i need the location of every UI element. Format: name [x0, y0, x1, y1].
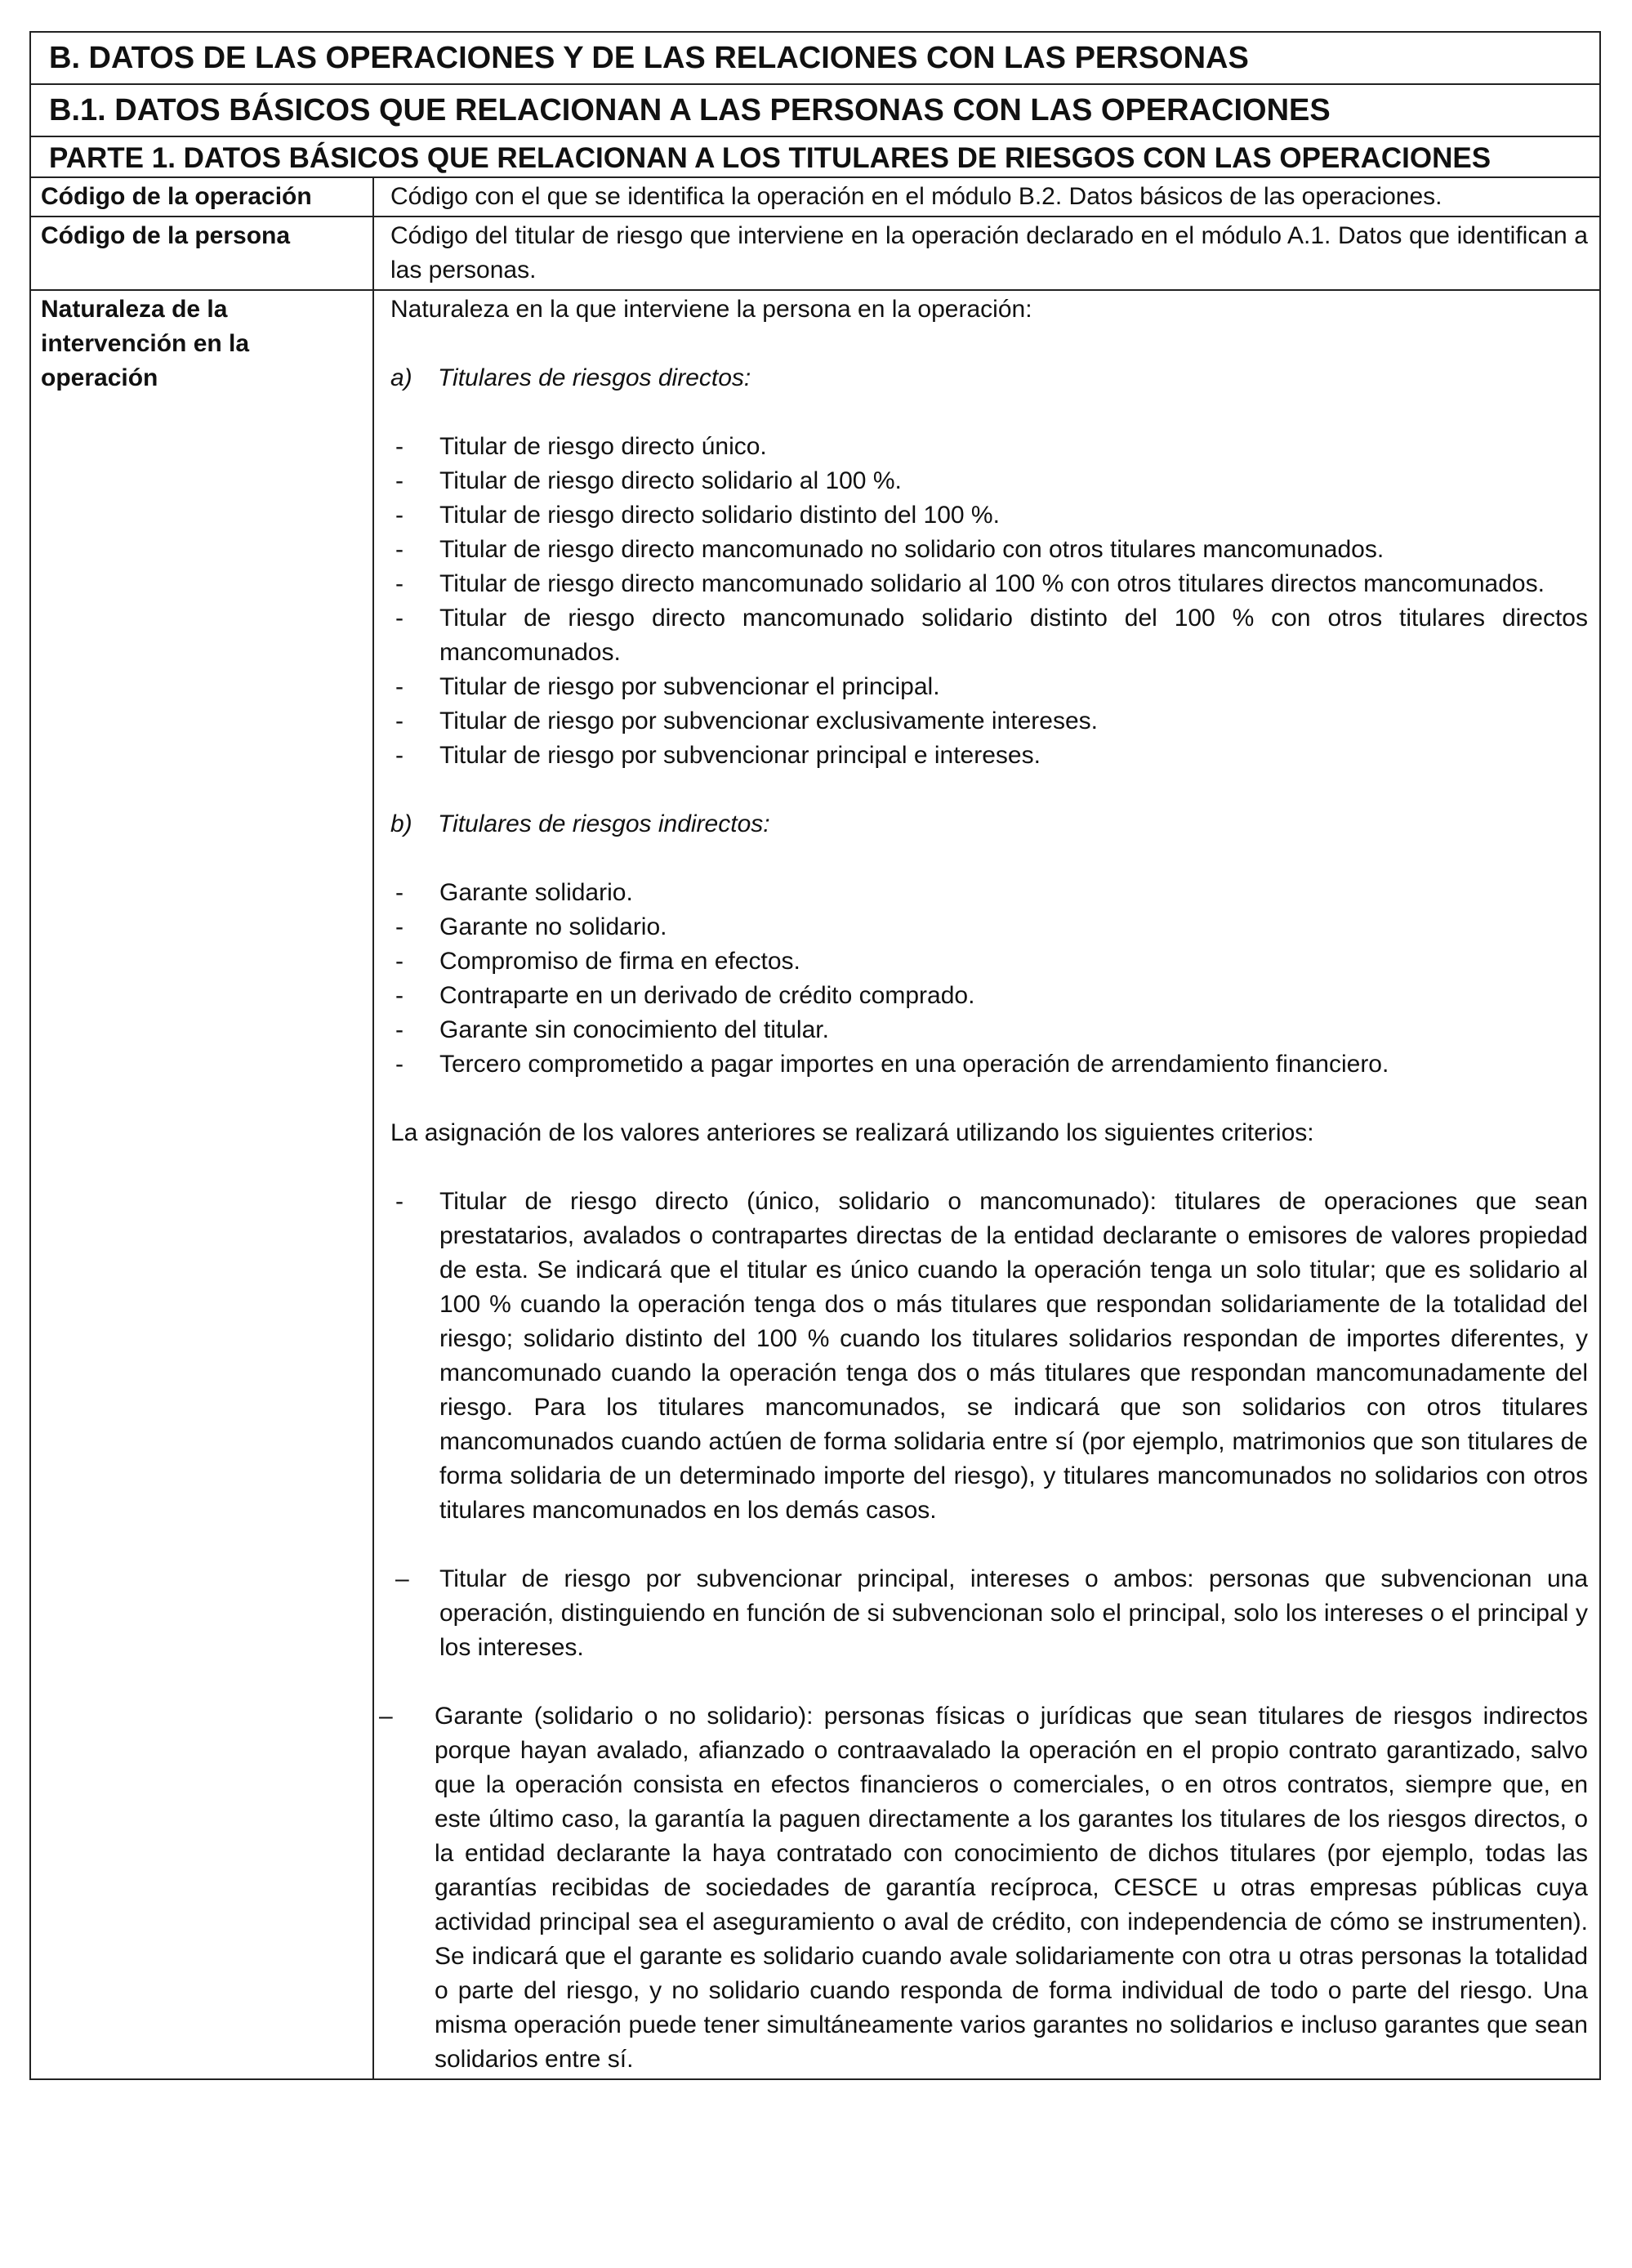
- field-label-codigo-operacion: Código de la operación: [30, 177, 373, 217]
- criterio-subvencion: – Titular de riesgo por subvencionar principal, intereses o ambos: personas que subvencionan una operación, distinguiendo en función de si subvencionan solo el principal, solo los intereses o el principal y los intereses.: [390, 1562, 1588, 1665]
- section-b1-title: B.1. DATOS BÁSICOS QUE RELACIONAN A LAS PERSONAS CON LAS OPERACIONES: [30, 84, 1600, 136]
- criterio-directo: - Titular de riesgo directo (único, solidario o mancomunado): titulares de operaciones que sean prestatarios, avalados o contrapartes directas de la entidad declarante o emisores de valores propiedad de esta. Se indicará que el titular es único cuando la operación tenga un solo titular; que es solidario al 100 % cuando la operación tenga dos o más titulares que respondan solidariamente de la totalidad del riesgo; solidario distinto del 100 % cuando los titulares solidarios respondan de importes diferentes, y mancomunado cuando la operación tenga dos o más titulares que respondan mancomunadamente del riesgo. Para los titulares mancomunados, se indicará que son solidarios con otros titulares mancomunados cuando actúen de forma solidaria entre sí (por ejemplo, matrimonios que son titulares de forma solidaria de un determinado importe del riesgo), y titulares mancomunados no solidarios con otros titulares mancomunados en los demás casos.: [390, 1185, 1588, 1528]
- indirectos-list: [390, 876, 1588, 1082]
- row-codigo-operacion: [30, 177, 1600, 217]
- list-item: - Garante no solidario.: [390, 910, 1588, 944]
- list-item: - Titular de riesgo directo único.: [390, 430, 1588, 464]
- list-item: - Titular de riesgo directo mancomunado no solidario con otros titulares mancomunados.: [390, 533, 1588, 567]
- parte1-row: [30, 136, 1600, 177]
- list-item: - Titular de riesgo por subvencionar principal e intereses.: [390, 739, 1588, 773]
- list-item: - Titular de riesgo directo solidario distinto del 100 %.: [390, 498, 1588, 533]
- field-desc-codigo-operacion: Código con el que se identifica la operación en el módulo B.2. Datos básicos de las operaciones.: [373, 177, 1600, 217]
- list-item: - Titular de riesgo directo mancomunado solidario al 100 % con otros titulares directos mancomunados.: [390, 567, 1588, 601]
- field-label-codigo-persona: Código de la persona: [30, 217, 373, 290]
- section-b-row: [30, 32, 1600, 84]
- list-item: - Compromiso de firma en efectos.: [390, 944, 1588, 979]
- criterio-garante: – Garante (solidario o no solidario): personas físicas o jurídicas que sean titulares de riesgos indirectos porque hayan avalado, afianzado o contraavalado la operación en el propio contrato garantizado, salvo que la operación consista en efectos financieros o comerciales, o en otros contratos, siempre que, en este último caso, la garantía la paguen directamente a los garantes los titulares de los riesgos directos, o la entidad declarante la haya contratado con conocimiento de dichos titulares (por ejemplo, todas las garantías recibidas de sociedades de garantía recíproca, CESCE u otras empresas públicas cuya actividad principal sea el aseguramiento o aval de crédito, con independencia de cómo se instrumenten). Se indicará que el garante es solidario cuando avale solidariamente con otra u otras personas la totalidad o parte del riesgo, y no solidario cuando responda de forma individual de todo o parte del riesgo. Una misma operación puede tener simultáneamente varios garantes no solidarios e incluso garantes que sean solidarios entre sí.: [379, 1699, 1588, 2077]
- list-item: - Garante solidario.: [390, 876, 1588, 910]
- directos-marker: a): [390, 364, 412, 391]
- indirectos-marker: b): [390, 810, 412, 837]
- list-item: - Titular de riesgo por subvencionar el principal.: [390, 670, 1588, 704]
- list-item: - Titular de riesgo por subvencionar exclusivamente intereses.: [390, 704, 1588, 739]
- criterios-list-2: [390, 1562, 1588, 1665]
- list-item: - Garante sin conocimiento del titular.: [390, 1013, 1588, 1047]
- criterios-list: [390, 1185, 1588, 1528]
- list-item: - Contraparte en un derivado de crédito comprado.: [390, 979, 1588, 1013]
- section-b1-row: [30, 84, 1600, 136]
- list-item: - Tercero comprometido a pagar importes en una operación de arrendamiento financiero.: [390, 1047, 1588, 1082]
- list-item: - Titular de riesgo directo mancomunado solidario distinto del 100 % con otros titulares directos mancomunados.: [390, 601, 1588, 670]
- field-label-naturaleza: Naturaleza de la intervención en la operación: [30, 290, 373, 2079]
- row-codigo-persona: [30, 217, 1600, 290]
- row-naturaleza: [30, 290, 1600, 2079]
- section-b-title: B. DATOS DE LAS OPERACIONES Y DE LAS RELACIONES CON LAS PERSONAS: [30, 32, 1600, 84]
- field-desc-naturaleza: [373, 290, 1600, 2079]
- criterios-list-3: [390, 1699, 1588, 2077]
- directos-title: Titulares de riesgos directos:: [438, 364, 751, 391]
- indirectos-heading: [390, 807, 1588, 842]
- naturaleza-intro: Naturaleza en la que interviene la persona en la operación:: [390, 296, 1032, 323]
- document-table: [29, 31, 1601, 2080]
- indirectos-title: Titulares de riesgos indirectos:: [438, 810, 770, 837]
- parte1-title: PARTE 1. DATOS BÁSICOS QUE RELACIONAN A LOS TITULARES DE RIESGOS CON LAS OPERACIONES: [30, 136, 1600, 177]
- directos-heading: [390, 361, 1588, 395]
- directos-list: [390, 430, 1588, 773]
- field-desc-codigo-persona: Código del titular de riesgo que interviene en la operación declarado en el módulo A.1. Datos que identifican a las personas.: [373, 217, 1600, 290]
- criterios-intro: La asignación de los valores anteriores se realizará utilizando los siguientes criterios:: [390, 1119, 1314, 1146]
- list-item: - Titular de riesgo directo solidario al 100 %.: [390, 464, 1588, 498]
